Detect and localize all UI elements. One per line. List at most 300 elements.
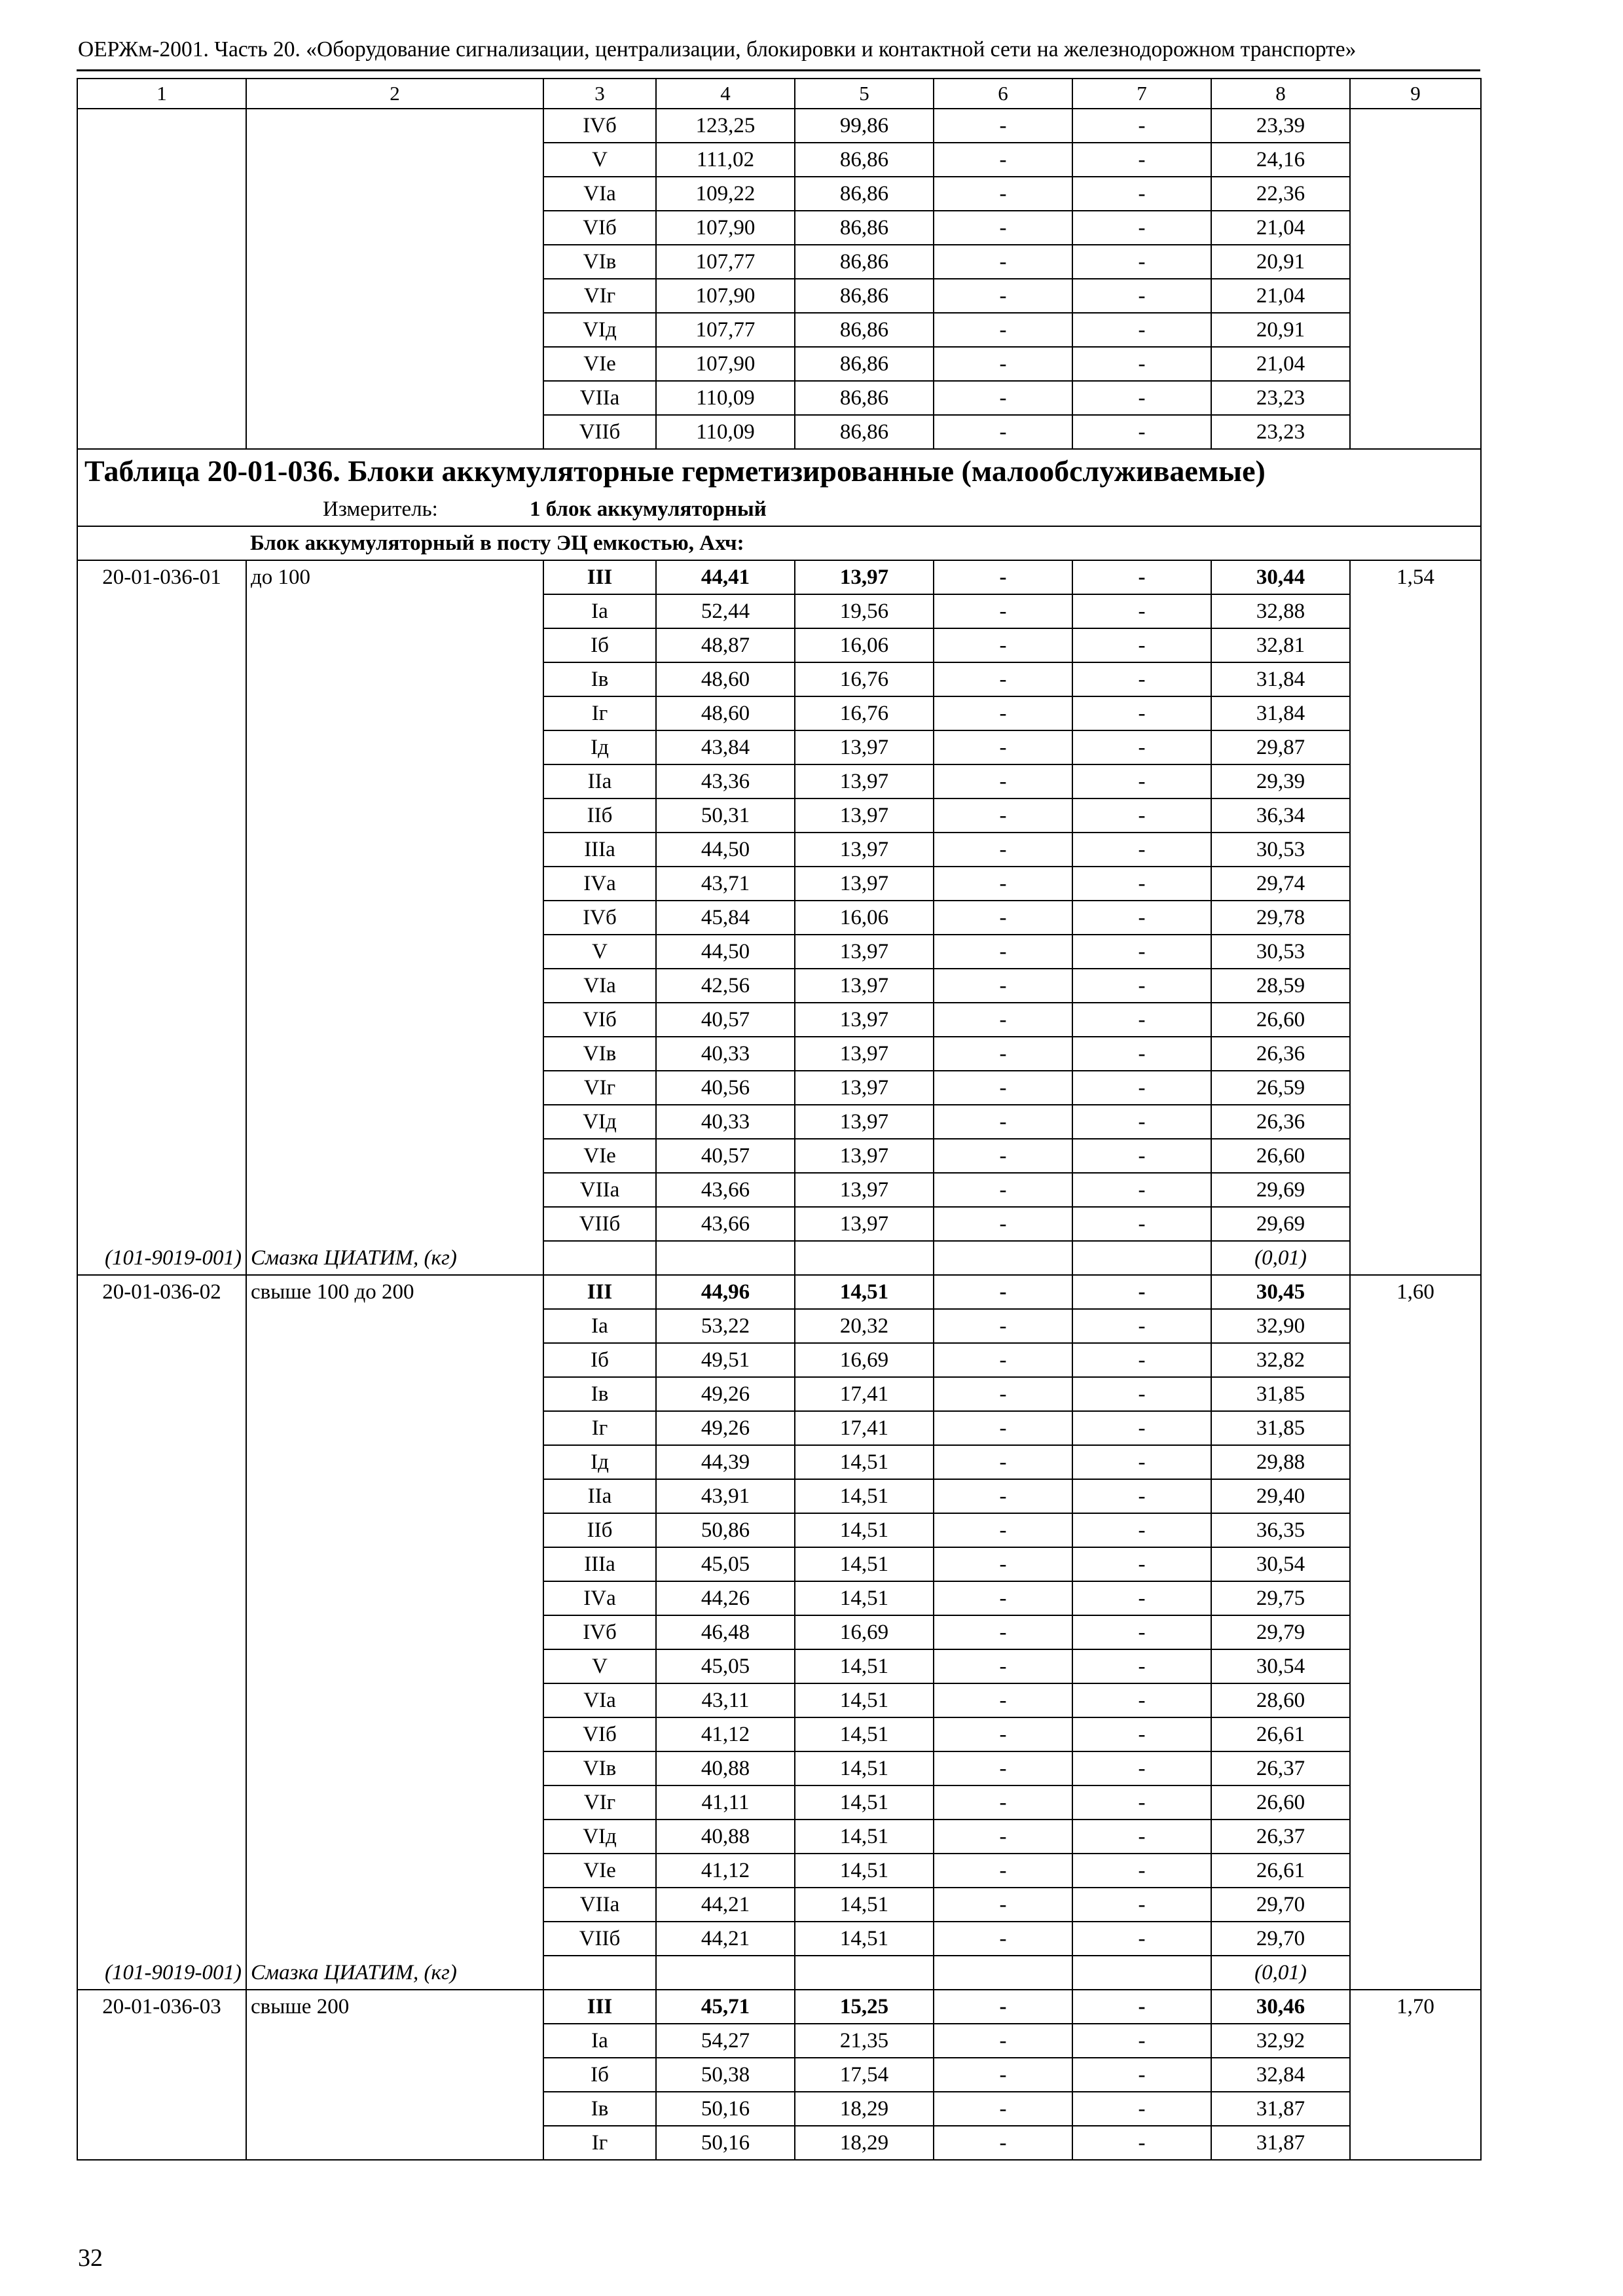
column-number: 8: [1211, 79, 1350, 109]
value-cell: -: [934, 1377, 1072, 1411]
value-cell: 40,57: [656, 1003, 795, 1037]
value-cell: 16,06: [795, 901, 934, 935]
value-cell: 16,69: [795, 1615, 934, 1649]
value-cell: 41,12: [656, 1854, 795, 1888]
value-cell: VIа: [543, 1683, 656, 1717]
meter-label: Измеритель:: [323, 497, 438, 521]
value-cell: 14,51: [795, 1479, 934, 1513]
value-cell: 53,22: [656, 1309, 795, 1343]
value-cell: 86,86: [795, 177, 934, 211]
meter-row: [77, 493, 1481, 526]
value-cell: -: [934, 867, 1072, 901]
empty-cell: [934, 1241, 1072, 1275]
value-cell: 29,70: [1211, 1922, 1350, 1956]
value-cell: 22,36: [1211, 177, 1350, 211]
value-cell: -: [1072, 628, 1211, 662]
value-cell: 26,36: [1211, 1105, 1350, 1139]
value-cell: -: [1072, 1309, 1211, 1343]
value-cell: -: [934, 1445, 1072, 1479]
value-cell: 21,04: [1211, 347, 1350, 381]
value-cell: IVа: [543, 867, 656, 901]
value-cell: -: [1072, 1479, 1211, 1513]
value-cell: 29,75: [1211, 1581, 1350, 1615]
value-cell: IVб: [543, 109, 656, 143]
value-cell: 50,16: [656, 2092, 795, 2126]
value-cell: -: [1072, 381, 1211, 415]
meter-value: 1 блок аккумуляторный: [530, 497, 767, 521]
value-cell: -: [1072, 1683, 1211, 1717]
value-cell: -: [1072, 1820, 1211, 1854]
value-cell: 44,96: [656, 1275, 795, 1309]
value-cell: -: [1072, 1037, 1211, 1071]
value-cell: 26,37: [1211, 1751, 1350, 1785]
value-cell: 86,86: [795, 381, 934, 415]
value-cell: 40,57: [656, 1139, 795, 1173]
column-number: 9: [1350, 79, 1481, 109]
value-cell: 31,85: [1211, 1377, 1350, 1411]
value-cell: VIд: [543, 313, 656, 347]
value-cell: -: [1072, 1581, 1211, 1615]
value-cell: 13,97: [795, 1037, 934, 1071]
value-cell: 45,05: [656, 1547, 795, 1581]
value-cell: -: [934, 1309, 1072, 1343]
value-cell: III: [543, 1990, 656, 2024]
value-cell: 30,54: [1211, 1649, 1350, 1683]
value-cell: 40,88: [656, 1820, 795, 1854]
value-cell: -: [1072, 901, 1211, 935]
value-cell: -: [934, 1888, 1072, 1922]
value-cell: 44,21: [656, 1888, 795, 1922]
value-cell: 45,71: [656, 1990, 795, 2024]
code-cell: [77, 109, 246, 449]
value-cell: 109,22: [656, 177, 795, 211]
value-cell: 13,97: [795, 833, 934, 867]
value-cell: 43,66: [656, 1173, 795, 1207]
value-cell: 86,86: [795, 415, 934, 449]
value-cell: 30,46: [1211, 1990, 1350, 2024]
value-cell: 13,97: [795, 1003, 934, 1037]
value-cell: -: [1072, 662, 1211, 696]
value-cell: -: [934, 833, 1072, 867]
value-cell: 29,69: [1211, 1207, 1350, 1241]
value-cell: Iг: [543, 696, 656, 730]
value-cell: -: [1072, 1547, 1211, 1581]
value-cell: -: [1072, 696, 1211, 730]
item-col9: 1,70: [1350, 1990, 1481, 2160]
value-cell: -: [934, 211, 1072, 245]
value-cell: Iб: [543, 1343, 656, 1377]
value-cell: 13,97: [795, 1207, 934, 1241]
value-cell: -: [1072, 2126, 1211, 2160]
value-cell: Iд: [543, 730, 656, 764]
value-cell: Iб: [543, 2058, 656, 2092]
value-cell: VIб: [543, 1003, 656, 1037]
value-cell: V: [543, 935, 656, 969]
value-cell: -: [1072, 1071, 1211, 1105]
empty-cell: [934, 1956, 1072, 1990]
table-row: [77, 109, 1481, 143]
empty-cell: [656, 1241, 795, 1275]
value-cell: VIIа: [543, 1173, 656, 1207]
item-name: до 100: [246, 560, 543, 1241]
value-cell: 50,86: [656, 1513, 795, 1547]
resource-name: Смазка ЦИАТИМ, (кг): [246, 1241, 543, 1275]
value-cell: 50,31: [656, 798, 795, 833]
value-cell: 30,54: [1211, 1547, 1350, 1581]
value-cell: 29,39: [1211, 764, 1350, 798]
value-cell: 86,86: [795, 279, 934, 313]
value-cell: 16,76: [795, 662, 934, 696]
value-cell: 14,51: [795, 1785, 934, 1820]
value-cell: -: [1072, 245, 1211, 279]
header-rule: [77, 69, 1480, 71]
value-cell: IVа: [543, 1581, 656, 1615]
value-cell: 40,56: [656, 1071, 795, 1105]
value-cell: 44,50: [656, 935, 795, 969]
value-cell: 32,84: [1211, 2058, 1350, 2092]
empty-cell: [795, 1956, 934, 1990]
value-cell: -: [1072, 730, 1211, 764]
value-cell: -: [934, 245, 1072, 279]
value-cell: VIв: [543, 245, 656, 279]
value-cell: 48,87: [656, 628, 795, 662]
value-cell: -: [1072, 867, 1211, 901]
value-cell: -: [1072, 1717, 1211, 1751]
value-cell: 49,51: [656, 1343, 795, 1377]
value-cell: 21,04: [1211, 211, 1350, 245]
value-cell: -: [934, 1751, 1072, 1785]
value-cell: 14,51: [795, 1445, 934, 1479]
value-cell: -: [1072, 1445, 1211, 1479]
value-cell: 13,97: [795, 764, 934, 798]
value-cell: VIе: [543, 347, 656, 381]
value-cell: 29,79: [1211, 1615, 1350, 1649]
value-cell: 26,60: [1211, 1003, 1350, 1037]
value-cell: -: [1072, 969, 1211, 1003]
value-cell: 32,81: [1211, 628, 1350, 662]
value-cell: -: [934, 969, 1072, 1003]
value-cell: Iг: [543, 1411, 656, 1445]
value-cell: 23,23: [1211, 415, 1350, 449]
value-cell: -: [1072, 594, 1211, 628]
column-number: 4: [656, 79, 795, 109]
column-number: 1: [77, 79, 246, 109]
value-cell: 107,77: [656, 245, 795, 279]
value-cell: 29,74: [1211, 867, 1350, 901]
value-cell: VIа: [543, 177, 656, 211]
column-number: 2: [246, 79, 543, 109]
value-cell: 14,51: [795, 1854, 934, 1888]
item-code: 20-01-036-02: [77, 1275, 246, 1956]
meter: [77, 493, 1481, 526]
value-cell: VIд: [543, 1105, 656, 1139]
value-cell: 23,23: [1211, 381, 1350, 415]
value-cell: -: [934, 628, 1072, 662]
value-cell: 86,86: [795, 347, 934, 381]
value-cell: IIб: [543, 1513, 656, 1547]
value-cell: 30,53: [1211, 833, 1350, 867]
value-cell: III: [543, 1275, 656, 1309]
value-cell: 43,66: [656, 1207, 795, 1241]
value-cell: 26,61: [1211, 1717, 1350, 1751]
value-cell: -: [1072, 833, 1211, 867]
value-cell: -: [1072, 347, 1211, 381]
value-cell: 15,25: [795, 1990, 934, 2024]
value-cell: 46,48: [656, 1615, 795, 1649]
value-cell: 43,36: [656, 764, 795, 798]
value-cell: -: [934, 1615, 1072, 1649]
value-cell: 54,27: [656, 2024, 795, 2058]
value-cell: 40,88: [656, 1751, 795, 1785]
name-cell: [246, 109, 543, 449]
value-cell: -: [1072, 2024, 1211, 2058]
value-cell: 29,78: [1211, 901, 1350, 935]
value-cell: -: [934, 1071, 1072, 1105]
value-cell: -: [934, 935, 1072, 969]
resource-code: (101-9019-001): [77, 1956, 246, 1990]
value-cell: 26,61: [1211, 1854, 1350, 1888]
value-cell: 86,86: [795, 143, 934, 177]
value-cell: -: [934, 1820, 1072, 1854]
value-cell: 24,16: [1211, 143, 1350, 177]
value-cell: 31,85: [1211, 1411, 1350, 1445]
value-cell: -: [934, 1003, 1072, 1037]
value-cell: -: [934, 1922, 1072, 1956]
value-cell: 42,56: [656, 969, 795, 1003]
value-cell: 17,41: [795, 1377, 934, 1411]
item-code: 20-01-036-03: [77, 1990, 246, 2160]
value-cell: V: [543, 143, 656, 177]
value-cell: -: [934, 381, 1072, 415]
value-cell: -: [934, 1343, 1072, 1377]
value-cell: 44,41: [656, 560, 795, 594]
value-cell: 20,32: [795, 1309, 934, 1343]
value-cell: -: [934, 313, 1072, 347]
value-cell: -: [1072, 211, 1211, 245]
value-cell: IIIа: [543, 833, 656, 867]
value-cell: -: [1072, 415, 1211, 449]
value-cell: -: [1072, 1173, 1211, 1207]
value-cell: 28,60: [1211, 1683, 1350, 1717]
value-cell: 14,51: [795, 1513, 934, 1547]
value-cell: -: [934, 279, 1072, 313]
value-cell: -: [934, 2126, 1072, 2160]
item-code: 20-01-036-01: [77, 560, 246, 1241]
value-cell: 13,97: [795, 1071, 934, 1105]
value-cell: 21,04: [1211, 279, 1350, 313]
value-cell: -: [934, 1173, 1072, 1207]
resource-col8: (0,01): [1211, 1241, 1350, 1275]
value-cell: 26,36: [1211, 1037, 1350, 1071]
value-cell: 18,29: [795, 2126, 934, 2160]
value-cell: -: [934, 2058, 1072, 2092]
value-cell: 13,97: [795, 1105, 934, 1139]
value-cell: 41,11: [656, 1785, 795, 1820]
value-cell: 13,97: [795, 730, 934, 764]
value-cell: -: [1072, 1343, 1211, 1377]
item-name: свыше 100 до 200: [246, 1275, 543, 1956]
resource-row: [77, 1956, 1481, 1990]
value-cell: 26,60: [1211, 1785, 1350, 1820]
value-cell: Iб: [543, 628, 656, 662]
code-cell: [77, 526, 246, 560]
value-cell: VIг: [543, 279, 656, 313]
value-cell: 52,44: [656, 594, 795, 628]
value-cell: -: [934, 1411, 1072, 1445]
value-cell: III: [543, 560, 656, 594]
value-cell: -: [934, 2092, 1072, 2126]
value-cell: -: [1072, 109, 1211, 143]
value-cell: VIе: [543, 1139, 656, 1173]
item-name: свыше 200: [246, 1990, 543, 2160]
value-cell: 48,60: [656, 662, 795, 696]
group-heading: Блок аккумуляторный в посту ЭЦ емкостью, Ахч:: [246, 526, 1481, 560]
resource-name: Смазка ЦИАТИМ, (кг): [246, 1956, 543, 1990]
value-cell: -: [1072, 279, 1211, 313]
value-cell: 14,51: [795, 1683, 934, 1717]
value-cell: 43,71: [656, 867, 795, 901]
value-cell: -: [934, 1717, 1072, 1751]
table-row: [77, 560, 1481, 594]
value-cell: 14,51: [795, 1547, 934, 1581]
value-cell: -: [1072, 1275, 1211, 1309]
value-cell: -: [1072, 2058, 1211, 2092]
value-cell: -: [934, 2024, 1072, 2058]
value-cell: VIа: [543, 969, 656, 1003]
table-title: Таблица 20-01-036. Блоки аккумуляторные герметизированные (малообслуживаемые): [77, 449, 1481, 493]
value-cell: -: [934, 347, 1072, 381]
value-cell: -: [934, 1854, 1072, 1888]
value-cell: -: [934, 1785, 1072, 1820]
value-cell: 14,51: [795, 1888, 934, 1922]
value-cell: IIа: [543, 1479, 656, 1513]
value-cell: VIIа: [543, 1888, 656, 1922]
value-cell: 43,11: [656, 1683, 795, 1717]
value-cell: -: [934, 1649, 1072, 1683]
value-cell: -: [934, 109, 1072, 143]
value-cell: 107,90: [656, 279, 795, 313]
value-cell: Iа: [543, 1309, 656, 1343]
value-cell: IVб: [543, 1615, 656, 1649]
column-number: 3: [543, 79, 656, 109]
value-cell: 17,41: [795, 1411, 934, 1445]
value-cell: -: [1072, 1888, 1211, 1922]
value-cell: -: [1072, 177, 1211, 211]
value-cell: -: [934, 1547, 1072, 1581]
empty-cell: [1072, 1241, 1211, 1275]
table-row: [77, 1275, 1481, 1309]
value-cell: 107,77: [656, 313, 795, 347]
value-cell: 26,60: [1211, 1139, 1350, 1173]
value-cell: -: [934, 143, 1072, 177]
value-cell: 31,87: [1211, 2126, 1350, 2160]
value-cell: -: [934, 1683, 1072, 1717]
value-cell: VIIб: [543, 1922, 656, 1956]
value-cell: 18,29: [795, 2092, 934, 2126]
value-cell: VIIб: [543, 415, 656, 449]
table-title-row: [77, 449, 1481, 493]
value-cell: Iв: [543, 662, 656, 696]
value-cell: 32,92: [1211, 2024, 1350, 2058]
value-cell: 86,86: [795, 313, 934, 347]
value-cell: -: [934, 1513, 1072, 1547]
value-cell: 30,45: [1211, 1275, 1350, 1309]
value-cell: -: [1072, 1377, 1211, 1411]
value-cell: -: [1072, 798, 1211, 833]
resource-col8: (0,01): [1211, 1956, 1350, 1990]
value-cell: 14,51: [795, 1751, 934, 1785]
value-cell: 44,50: [656, 833, 795, 867]
value-cell: 26,59: [1211, 1071, 1350, 1105]
value-cell: -: [1072, 1411, 1211, 1445]
value-cell: 110,09: [656, 415, 795, 449]
value-cell: Iд: [543, 1445, 656, 1479]
value-cell: 13,97: [795, 867, 934, 901]
value-cell: IIIа: [543, 1547, 656, 1581]
value-cell: 99,86: [795, 109, 934, 143]
value-cell: -: [1072, 935, 1211, 969]
value-cell: -: [934, 730, 1072, 764]
empty-cell: [1072, 1956, 1211, 1990]
empty-cell: [795, 1241, 934, 1275]
value-cell: VIе: [543, 1854, 656, 1888]
value-cell: 43,84: [656, 730, 795, 764]
value-cell: IIа: [543, 764, 656, 798]
value-cell: -: [1072, 1207, 1211, 1241]
value-cell: Iг: [543, 2126, 656, 2160]
value-cell: 32,82: [1211, 1343, 1350, 1377]
table-row: [77, 1990, 1481, 2024]
column-number: 5: [795, 79, 934, 109]
value-cell: 86,86: [795, 245, 934, 279]
value-cell: 49,26: [656, 1377, 795, 1411]
value-cell: 14,51: [795, 1649, 934, 1683]
value-cell: 14,51: [795, 1922, 934, 1956]
value-cell: 31,87: [1211, 2092, 1350, 2126]
value-cell: VIIб: [543, 1207, 656, 1241]
value-cell: IIб: [543, 798, 656, 833]
value-cell: 13,97: [795, 1173, 934, 1207]
value-cell: 44,26: [656, 1581, 795, 1615]
value-cell: Iа: [543, 2024, 656, 2058]
value-cell: 13,97: [795, 560, 934, 594]
value-cell: 48,60: [656, 696, 795, 730]
running-header: ОЕРЖм-2001. Часть 20. «Оборудование сигнализации, централизации, блокировки и контактной сети на железнодорожном транспорте»: [78, 37, 1357, 62]
value-cell: 50,38: [656, 2058, 795, 2092]
value-cell: -: [1072, 764, 1211, 798]
value-cell: -: [934, 1581, 1072, 1615]
value-cell: 29,40: [1211, 1479, 1350, 1513]
value-cell: -: [1072, 143, 1211, 177]
empty-cell: [543, 1956, 656, 1990]
value-cell: -: [934, 1207, 1072, 1241]
value-cell: VIв: [543, 1751, 656, 1785]
value-cell: 32,88: [1211, 594, 1350, 628]
value-cell: 36,35: [1211, 1513, 1350, 1547]
value-cell: 29,87: [1211, 730, 1350, 764]
value-cell: 14,51: [795, 1717, 934, 1751]
value-cell: 29,88: [1211, 1445, 1350, 1479]
value-cell: -: [1072, 1854, 1211, 1888]
value-cell: 19,56: [795, 594, 934, 628]
value-cell: 31,84: [1211, 696, 1350, 730]
resource-code: (101-9019-001): [77, 1241, 246, 1275]
value-cell: -: [934, 594, 1072, 628]
value-cell: 40,33: [656, 1037, 795, 1071]
rates-table: [77, 78, 1482, 2161]
value-cell: 16,06: [795, 628, 934, 662]
value-cell: 50,16: [656, 2126, 795, 2160]
